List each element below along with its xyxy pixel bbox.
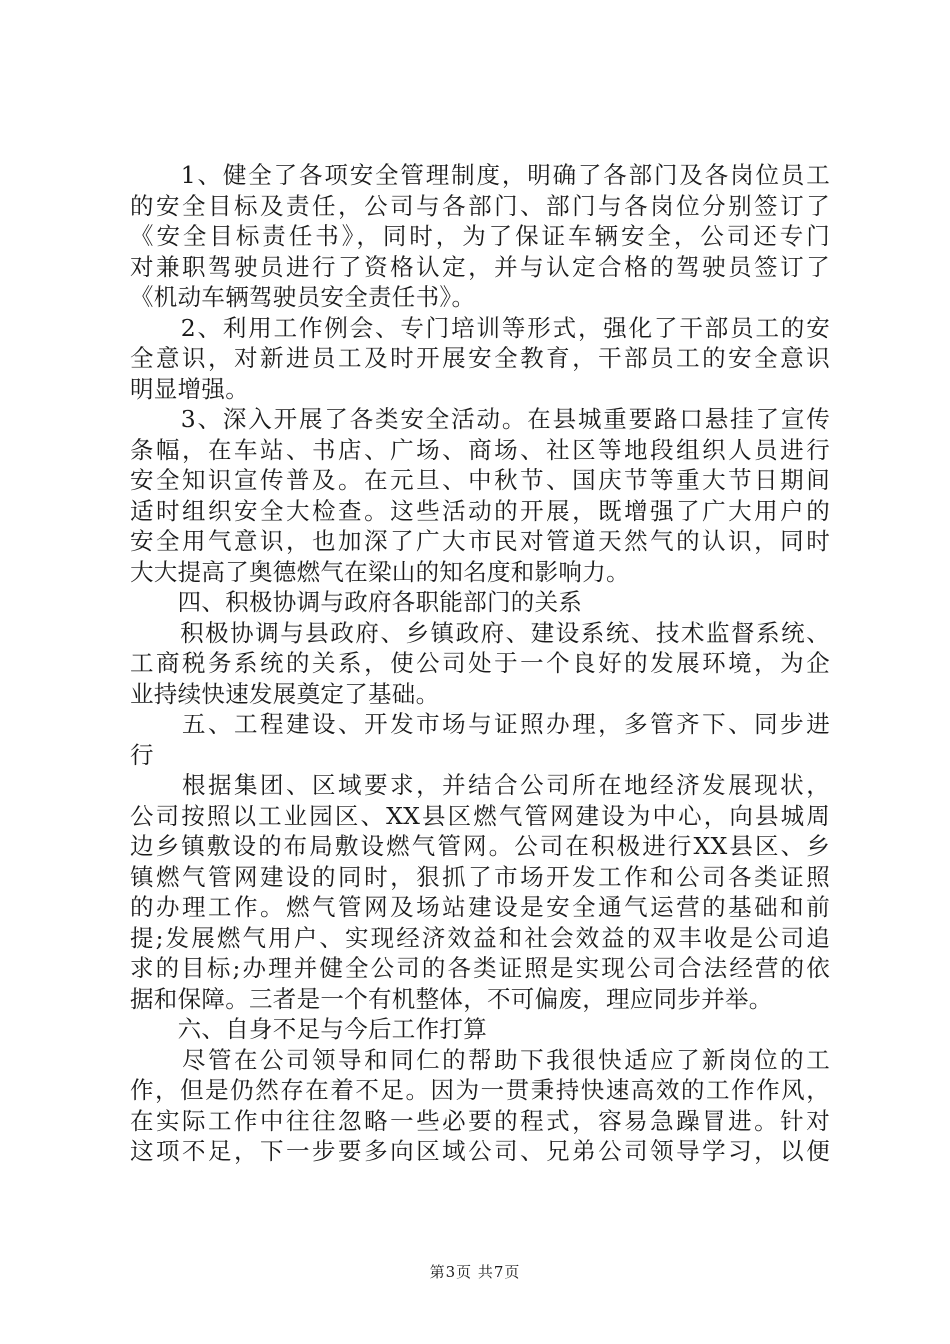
text-line: 公司按照以工业园区、XX县区燃气管网建设为中心，向县城周 <box>130 801 830 830</box>
text-line: 1、健全了各项安全管理制度，明确了各部门及各岗位员工 <box>130 161 830 189</box>
text-line: 提;发展燃气用户、实现经济效益和社会效益的双丰收是公司追 <box>130 923 830 952</box>
text-line: 积极协调与县政府、乡镇政府、建设系统、技术监督系统、 <box>130 618 830 647</box>
text-line: 对兼职驾驶员进行了资格认定，并与认定合格的驾驶员签订了 <box>130 252 830 281</box>
text-line: 尽管在公司领导和同仁的帮助下我很快适应了新岗位的工 <box>130 1045 830 1074</box>
text-line: 安全用气意识，也加深了广大市民对管道天然气的认识，同时 <box>130 527 830 555</box>
text-line: 《安全目标责任书》，同时，为了保证车辆安全，公司还专门 <box>130 222 830 250</box>
text-line: 求的目标;办理并健全公司的各类证照是实现公司合法经营的依 <box>130 954 830 982</box>
text-line: 行 <box>130 740 154 769</box>
text-line: 五、工程建设、开发市场与证照办理，多管齐下、同步进 <box>130 710 830 738</box>
text-line: 业持续快速发展奠定了基础。 <box>130 679 440 708</box>
text-line: 2、利用工作例会、专门培训等形式，强化了干部员工的安 <box>130 313 830 342</box>
text-line: 《机动车辆驾驶员安全责任书》。 <box>130 283 476 311</box>
text-line: 四、积极协调与政府各职能部门的关系 <box>130 588 583 616</box>
text-line: 六、自身不足与今后工作打算 <box>130 1015 487 1043</box>
page-footer: 第3页 共7页 <box>429 1263 521 1281</box>
text-line: 工商税务系统的关系，使公司处于一个良好的发展环境，为企 <box>130 649 830 677</box>
text-line: 据和保障。三者是一个有机整体，不可偏废，理应同步并举。 <box>130 984 773 1013</box>
text-line: 根据集团、区域要求，并结合公司所在地经济发展现状， <box>130 771 830 799</box>
text-line: 的办理工作。燃气管网及场站建设是安全通气运营的基础和前 <box>130 893 830 921</box>
text-line: 这项不足，下一步要多向区域公司、兄弟公司领导学习，以便 <box>130 1137 830 1165</box>
document-body <box>130 160 830 1167</box>
text-line: 的安全目标及责任，公司与各部门、部门与各岗位分别签订了 <box>130 191 830 220</box>
text-line: 适时组织安全大检查。这些活动的开展，既增强了广大用户的 <box>130 496 830 525</box>
text-line: 条幅，在车站、书店、广场、商场、社区等地段组织人员进行 <box>130 435 830 464</box>
text-line: 镇燃气管网建设的同时，狠抓了市场开发工作和公司各类证照 <box>130 862 830 891</box>
text-line: 作，但是仍然存在着不足。因为一贯秉持快速高效的工作作风， <box>130 1076 830 1104</box>
text-line: 全意识，对新进员工及时开展安全教育，干部员工的安全意识 <box>130 344 830 372</box>
text-line: 在实际工作中往往忽略一些必要的程式，容易急躁冒进。针对 <box>130 1106 830 1135</box>
text-line: 边乡镇敷设的布局敷设燃气管网。公司在积极进行XX县区、乡 <box>130 832 830 860</box>
text-line: 大大提高了奥德燃气在梁山的知名度和影响力。 <box>130 557 630 586</box>
text-line: 安全知识宣传普及。在元旦、中秋节、国庆节等重大节日期间 <box>130 466 830 494</box>
text-line: 3、深入开展了各类安全活动。在县城重要路口悬挂了宣传 <box>130 405 830 433</box>
text-line: 明显增强。 <box>130 374 249 403</box>
